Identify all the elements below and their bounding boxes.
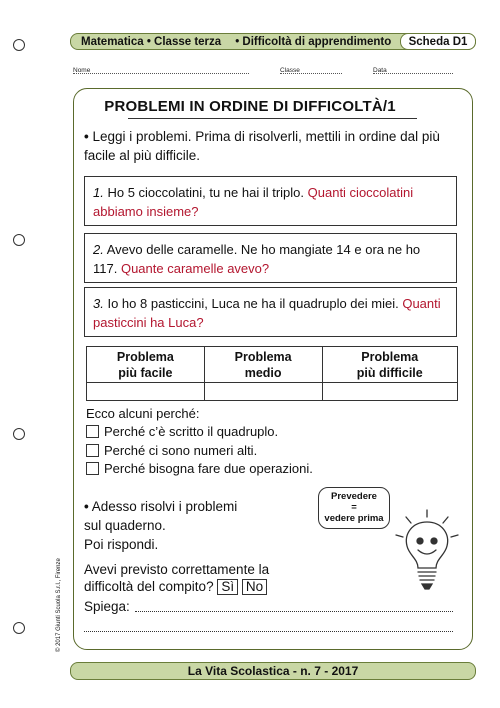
reason-label: Perché ci sono numeri alti.: [104, 443, 258, 458]
subject-label: Matematica • Classe terza: [81, 35, 222, 48]
checkbox-icon[interactable]: [86, 444, 99, 457]
solve-instruction: [84, 497, 237, 554]
question-line: difficoltà del compito?: [84, 579, 214, 594]
table-header-hardest: [322, 347, 458, 383]
answer-cell-easiest[interactable]: [87, 383, 205, 401]
solve-line: Poi rispondi.: [84, 537, 159, 552]
instruction-bullet: •: [84, 129, 89, 144]
spiega-line-2[interactable]: [84, 630, 453, 632]
binder-hole-icon: [13, 39, 25, 51]
table-header-medium: [204, 347, 322, 383]
si-option[interactable]: Sì: [217, 579, 238, 595]
classe-field[interactable]: [280, 67, 342, 74]
problem-number: 1.: [93, 185, 104, 200]
prevedere-badge: [318, 487, 390, 529]
reasons-intro: Ecco alcuni perché:: [86, 406, 200, 421]
reason-item[interactable]: [86, 424, 278, 439]
binder-hole-icon: [13, 622, 25, 634]
header-line: più difficile: [356, 365, 423, 380]
spiega-label: Spiega:: [84, 599, 130, 614]
header-line: Problema: [116, 349, 174, 364]
spiega-line-1[interactable]: [135, 610, 453, 612]
header-line: medio: [244, 365, 282, 380]
header-line: Problema: [234, 349, 292, 364]
solve-line: Adesso risolvi i problemi: [91, 499, 238, 514]
data-field[interactable]: [373, 67, 453, 74]
question-line: Avevi previsto correttamente la: [84, 562, 270, 577]
scheda-label: Scheda D1: [400, 33, 476, 50]
solve-bullet: •: [84, 499, 89, 514]
no-option[interactable]: No: [242, 579, 267, 595]
problem-question: Quanti cioccolatini abbiamo insieme?: [93, 185, 414, 219]
problem-number: 3.: [93, 296, 104, 311]
problem-text: Io ho 8 pasticcini, Luca ne ha il quadruplo dei miei.: [107, 296, 399, 311]
problem-text: Avevo delle caramelle. Ne ho mangiate 14 e ora ne ho 117.: [93, 242, 421, 276]
badge-line: vedere prima: [324, 513, 384, 524]
header-band: [70, 33, 476, 50]
badge-line: Prevedere: [331, 491, 377, 502]
ordering-table: [86, 346, 458, 401]
header-line: Problema: [361, 349, 419, 364]
problem-box-3: [84, 287, 457, 337]
checkbox-icon[interactable]: [86, 462, 99, 475]
nome-field[interactable]: [73, 67, 249, 74]
data-label: Data: [373, 67, 387, 74]
prediction-question: [84, 561, 269, 595]
instruction: [84, 127, 454, 165]
nome-label: Nome: [73, 67, 91, 74]
answer-cell-hardest[interactable]: [322, 383, 458, 401]
checkbox-icon[interactable]: [86, 425, 99, 438]
problem-number: 2.: [93, 242, 104, 257]
topic-label: • Difficoltà di apprendimento: [235, 35, 392, 48]
instruction-text: Leggi i problemi. Prima di risolverli, mettili in ordine dal più facile al più difficile.: [84, 129, 440, 163]
solve-line: sul quaderno.: [84, 518, 166, 533]
problem-text: Ho 5 cioccolatini, tu ne hai il triplo.: [107, 185, 305, 200]
binder-hole-icon: [13, 234, 25, 246]
classe-label: Classe: [280, 67, 300, 74]
reason-item[interactable]: [86, 443, 257, 458]
problem-box-2: [84, 233, 457, 283]
table-header-easiest: [87, 347, 205, 383]
problem-question: Quante caramelle avevo?: [120, 261, 270, 276]
worksheet-title: PROBLEMI IN ORDINE DI DIFFICOLTÀ/1: [104, 98, 396, 115]
badge-line: =: [351, 502, 357, 513]
title-underline: [128, 118, 417, 119]
problem-question: Quanti pasticcini ha Luca?: [93, 296, 441, 330]
reason-item[interactable]: [86, 461, 313, 476]
reason-label: Perché c’è scritto il quadruplo.: [104, 424, 279, 439]
copyright-notice: © 2017 Giunti Scuola S.r.l., Firenze: [56, 558, 62, 652]
reason-label: Perché bisogna fare due operazioni.: [104, 461, 313, 476]
lightbulb-icon: [392, 508, 462, 598]
binder-hole-icon: [13, 428, 25, 440]
answer-cell-medium[interactable]: [204, 383, 322, 401]
problem-box-1: [84, 176, 457, 226]
footer-band: La Vita Scolastica - n. 7 - 2017: [70, 662, 476, 680]
header-line: più facile: [118, 365, 173, 380]
